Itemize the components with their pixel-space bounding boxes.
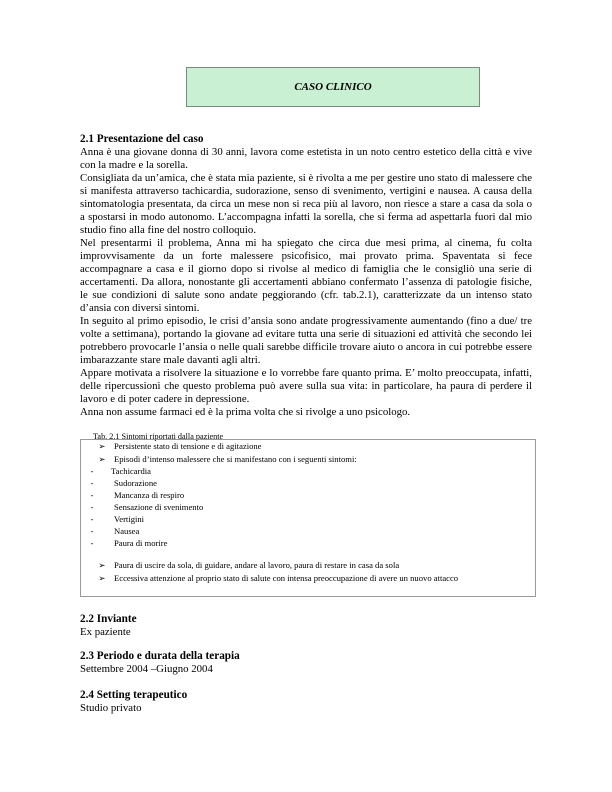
row-text: Eccessiva attenzione al proprio stato di salute con intensa preoccupazione di avere un nuovo attacco <box>114 573 459 583</box>
row-text: Tachicardia <box>111 466 151 476</box>
dash-bullet: - <box>90 466 94 476</box>
section-heading: 2.1 Presentazione del caso <box>80 133 204 145</box>
row-text: Mancanza di respiro <box>114 490 185 500</box>
section-referral <box>80 613 532 639</box>
row-text: Nausea <box>114 526 140 536</box>
arrow-bullet-icon: ➢ <box>98 454 106 464</box>
section-setting <box>80 689 532 715</box>
dash-bullet: - <box>90 478 94 488</box>
row-text: Paura di uscire da sola, di guidare, andare al lavoro, paura di restare in casa da sola <box>114 560 400 570</box>
section-heading: 2.2 Inviante <box>80 613 137 625</box>
symptoms-table <box>80 439 536 597</box>
dash-bullet: - <box>90 490 94 500</box>
section-heading: 2.4 Setting terapeutico <box>80 689 188 701</box>
row-text: Sensazione di svenimento <box>114 502 204 512</box>
paragraph: Anna è una giovane donna di 30 anni, lavora come estetista in un noto centro estetico della città e vive con la madre e la sorella. <box>80 146 532 171</box>
section-presentation <box>80 133 532 419</box>
dash-bullet: - <box>90 514 94 524</box>
table-caption: Tab. 2.1 Sintomi riportati dalla paziente <box>93 432 224 441</box>
paragraph: Appare motivata a risolvere la situazione e lo vorrebbe fare quanto prima. E’ molto preoccupata, infatti, delle ripercussioni che questo problema può avere sulla sua vita: in particolare, ha paura di perdere il lavoro e di poter cadere in depressione. <box>80 367 532 405</box>
row-text: Sudorazione <box>114 478 157 488</box>
section-heading: 2.3 Periodo e durata della terapia <box>80 650 240 662</box>
arrow-bullet-icon: ➢ <box>98 441 106 451</box>
row-text: Episodi d’intenso malessere che si manifestano con i seguenti sintomi: <box>114 454 357 464</box>
dash-bullet: - <box>90 538 94 548</box>
dash-bullet: - <box>90 502 94 512</box>
dash-bullet: - <box>90 526 94 536</box>
case-title: CASO CLINICO <box>294 81 372 93</box>
arrow-bullet-icon: ➢ <box>98 560 106 570</box>
paragraph: Nel presentarmi il problema, Anna mi ha spiegato che circa due mesi prima, al cinema, fu colta improvvisamente da un forte malessere psicofisico, mai provato prima. Spaventata si fece accompagnare a casa e il giorno dopo si rivolse al medico di famiglia che le consigliò una serie di accertamenti. Da allora, nonostante gli accertamenti abbiano confermato l’assenza di patologie fisiche, le sue condizioni di salute sono andate peggiorando (cfr. tab.2.1), caratterizzate da un intenso stato d’ansia con diversi sintomi. <box>80 237 532 314</box>
paragraph: Anna non assume farmaci ed è la prima volta che si rivolge a uno psicologo. <box>80 406 411 418</box>
row-text: Persistente stato di tensione e di agitazione <box>114 441 262 451</box>
paragraph: Consigliata da un’amica, che è stata mia paziente, si è rivolta a me per gestire uno stato di malessere che si manifesta attraverso tachicardia, sudorazione, senso di svenimento, vertigini e nausea. A causa della sintomatologia presentata, da circa un mese non si reca più al lavoro, non riesce a stare a casa da sola o a spostarsi in modo autonomo. L’accompagna infatti la sorella, che si ferma ad aspettarla fuori dal mio studio fino alla fine del nostro colloquio. <box>80 172 532 236</box>
section-text: Ex paziente <box>80 626 131 638</box>
section-period <box>80 650 532 676</box>
row-text: Paura di morire <box>114 538 168 548</box>
case-title-box <box>186 67 480 107</box>
arrow-bullet-icon: ➢ <box>98 573 106 583</box>
row-text: Vertigini <box>114 514 145 524</box>
paragraph: In seguito al primo episodio, le crisi d’ansia sono andate progressivamente aumentando (fino a due/ tre volte a settimana), portando la giovane ad evitare tutta una serie di situazioni ed attività che secondo lei potrebbero provocarle l’ansia o nelle quali sarebbe difficile trovare aiuto o ancora in cui potrebbe essere imbarazzante stare male davanti agli altri. <box>80 315 532 366</box>
section-text: Settembre 2004 –Giugno 2004 <box>80 663 213 675</box>
section-text: Studio privato <box>80 702 142 714</box>
